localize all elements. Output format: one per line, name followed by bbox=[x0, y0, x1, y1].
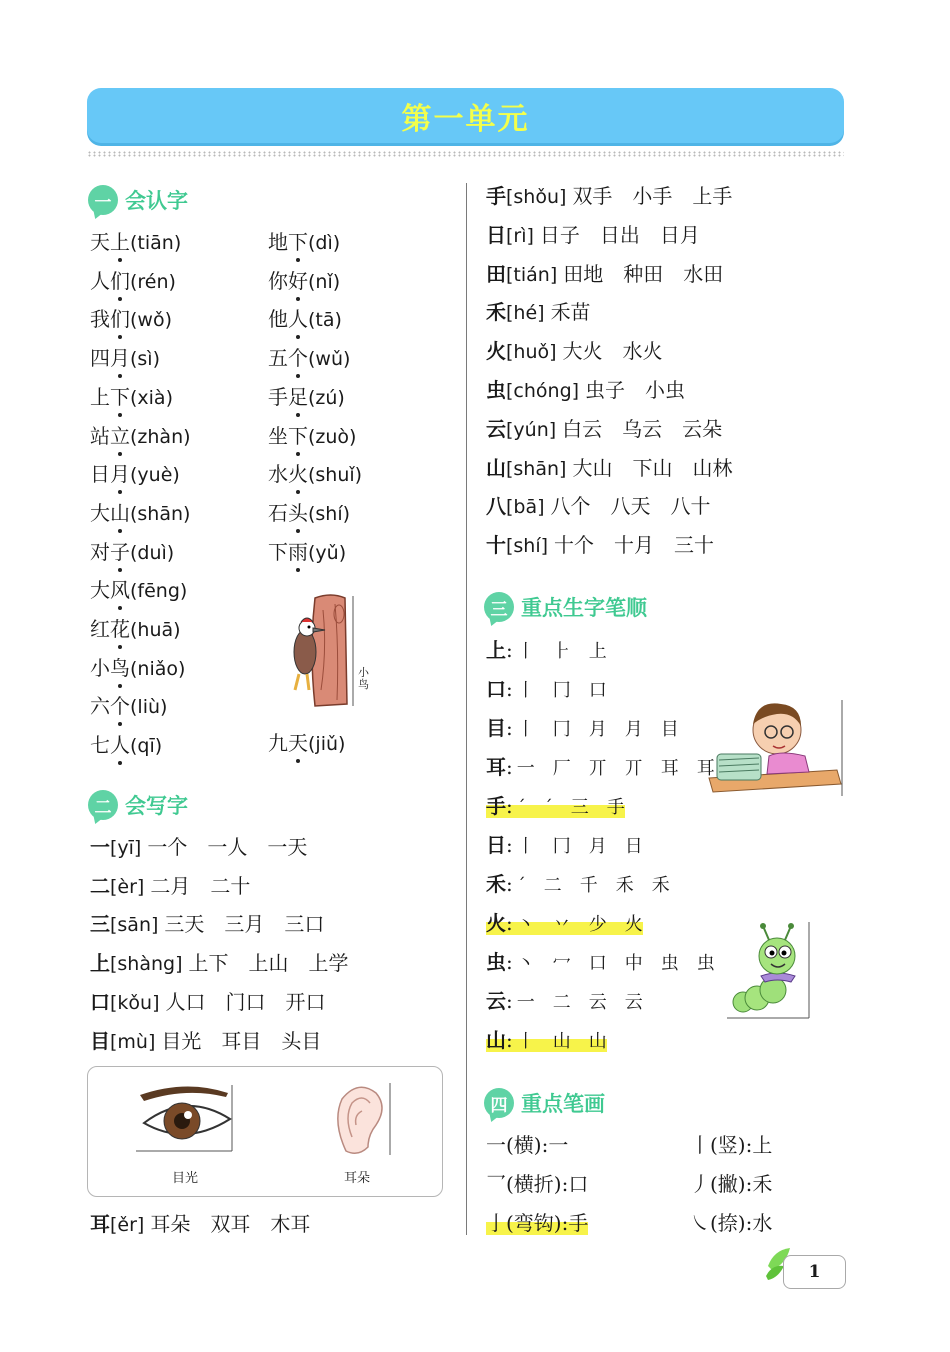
pinyin: [sān] bbox=[110, 914, 159, 937]
char: 下 bbox=[268, 539, 288, 564]
stroke-steps: 丶 丷 少 火 bbox=[516, 914, 643, 935]
char: 你 bbox=[268, 268, 288, 293]
write-entry bbox=[486, 223, 700, 248]
woodpecker-illustration bbox=[285, 590, 355, 708]
pinyin: [hé] bbox=[506, 302, 545, 325]
write-entry bbox=[486, 494, 711, 519]
char: 虫 bbox=[486, 378, 506, 402]
char: 三 bbox=[90, 912, 110, 937]
pinyin: [huǒ] bbox=[506, 341, 557, 364]
pinyin: [bā] bbox=[506, 496, 545, 519]
words: 十个 十月 三十 bbox=[554, 533, 715, 558]
key-stroke-entry bbox=[486, 1172, 588, 1196]
words: 一个 一人 一天 bbox=[147, 835, 308, 859]
pinyin: (zuò) bbox=[308, 425, 357, 448]
pinyin: [shàng] bbox=[110, 953, 183, 976]
words: 大山 下山 山林 bbox=[572, 455, 733, 480]
char-emphasized: 雨 bbox=[288, 539, 308, 564]
recognize-entry bbox=[268, 346, 350, 371]
stroke-order-entry bbox=[486, 794, 625, 820]
key-stroke-entry bbox=[690, 1211, 772, 1235]
pinyin: (rén) bbox=[130, 270, 176, 293]
char: 四 bbox=[90, 346, 110, 371]
pinyin: (dì) bbox=[308, 232, 341, 254]
char: 石 bbox=[268, 500, 288, 525]
write-entry bbox=[486, 417, 722, 442]
write-entry bbox=[90, 835, 307, 860]
pinyin: (niǎo) bbox=[130, 657, 186, 680]
stroke-steps: 丨 冂 月 日 bbox=[516, 836, 643, 857]
char: 大 bbox=[90, 578, 110, 603]
column-divider bbox=[466, 183, 467, 1235]
words: 目光 耳目 头目 bbox=[161, 1028, 322, 1053]
key-stroke-entry bbox=[690, 1133, 772, 1157]
char-emphasized: 个 bbox=[288, 346, 308, 371]
write-entry bbox=[486, 378, 685, 403]
eye-illustration bbox=[136, 1083, 236, 1153]
ear-illustration bbox=[328, 1081, 394, 1157]
char-emphasized: 风 bbox=[110, 578, 130, 603]
pinyin: [kǒu] bbox=[110, 991, 160, 1014]
pinyin: [rì] bbox=[506, 224, 534, 247]
stroke-order-entry bbox=[486, 716, 679, 742]
stroke-order-entry bbox=[486, 989, 643, 1015]
stroke-order-line: 手: ˊ ˊ 三 手 bbox=[486, 794, 625, 818]
write-entry bbox=[486, 300, 591, 325]
eye-caption: 目光 bbox=[172, 1171, 199, 1186]
char: 天 bbox=[90, 230, 110, 254]
recognize-entry bbox=[90, 540, 174, 565]
key-stroke-entry bbox=[690, 1172, 772, 1196]
words: 田地 种田 水田 bbox=[563, 261, 724, 286]
recognize-entry bbox=[268, 230, 340, 255]
char: 一 bbox=[90, 835, 110, 859]
words: 大火 水火 bbox=[562, 339, 663, 364]
recognize-entry bbox=[90, 424, 191, 449]
char: 九 bbox=[268, 731, 288, 755]
pinyin: (tiān) bbox=[130, 232, 182, 254]
recognize-entry bbox=[90, 462, 180, 487]
picture-word-box bbox=[87, 1066, 443, 1197]
words: 虫子 小虫 bbox=[585, 378, 686, 402]
stroke-order-entry bbox=[486, 872, 670, 898]
pinyin: [tián] bbox=[506, 263, 558, 286]
pinyin: (qī) bbox=[130, 735, 163, 758]
recognize-entry bbox=[268, 424, 356, 449]
recognize-entry bbox=[268, 540, 346, 565]
char: 目 bbox=[486, 716, 506, 740]
stroke-order-entry bbox=[486, 755, 715, 781]
recognize-entry bbox=[90, 307, 172, 332]
char: 人 bbox=[90, 268, 110, 293]
stroke-steps: ˊ 二 千 禾 禾 bbox=[516, 875, 670, 896]
section-title: 重点生字笔顺 bbox=[521, 596, 647, 620]
unit-title: 第一单元 bbox=[401, 101, 530, 137]
char: 大 bbox=[90, 500, 110, 525]
char: 火 bbox=[486, 911, 506, 935]
dotted-divider bbox=[87, 151, 844, 157]
recognize-entry bbox=[90, 501, 190, 526]
stroke-steps: 一 厂 丌 丌 耳 耳 bbox=[516, 758, 715, 779]
char: 云 bbox=[486, 416, 506, 441]
char: 上 bbox=[486, 638, 506, 662]
char: 五 bbox=[268, 346, 288, 371]
words: 上下 上山 上学 bbox=[188, 951, 349, 976]
char: 耳 bbox=[486, 755, 506, 779]
char: 云 bbox=[486, 989, 506, 1013]
write-entry bbox=[90, 1029, 321, 1054]
char-emphasized: 下 bbox=[288, 230, 308, 254]
key-stroke-entry bbox=[486, 1211, 588, 1235]
recognize-entry bbox=[90, 230, 181, 255]
pinyin: (sì) bbox=[130, 348, 161, 371]
pinyin: (jiǔ) bbox=[308, 733, 346, 755]
char: 手 bbox=[268, 384, 288, 409]
write-entry bbox=[90, 874, 250, 899]
caterpillar-illustration bbox=[727, 920, 813, 1020]
char: 火 bbox=[486, 339, 506, 364]
char: 手 bbox=[486, 794, 506, 818]
section-header-recognize bbox=[88, 185, 188, 215]
char-emphasized: 人 bbox=[288, 307, 308, 332]
stroke-order-entry bbox=[486, 1028, 607, 1054]
recognize-entry bbox=[268, 269, 340, 294]
stroke-steps: 一 二 云 云 bbox=[516, 992, 643, 1013]
recognize-entry bbox=[268, 731, 345, 756]
key-stroke-entry bbox=[486, 1133, 568, 1157]
char: 二 bbox=[90, 873, 110, 898]
words: 八个 八天 八十 bbox=[550, 494, 711, 519]
key-stroke-right: 丿(撇):禾 bbox=[690, 1172, 773, 1196]
char: 小 bbox=[90, 655, 110, 680]
write-entry bbox=[90, 912, 324, 937]
char: 虫 bbox=[486, 950, 506, 974]
recognize-entry bbox=[90, 269, 176, 294]
char-emphasized: 花 bbox=[110, 617, 130, 641]
stroke-order-entry bbox=[486, 833, 643, 859]
bird-caption: 小鸟 bbox=[358, 666, 369, 691]
words: 三天 三月 三口 bbox=[164, 912, 325, 937]
write-entry bbox=[486, 456, 732, 481]
words: 日子 日出 日月 bbox=[539, 222, 700, 247]
stroke-steps: 丨 冂 月 月 目 bbox=[516, 719, 679, 740]
char-emphasized: 月 bbox=[110, 346, 130, 371]
section-header-key-strokes bbox=[484, 1088, 605, 1118]
stroke-order-line: 上: 丨 ⺊ 上 bbox=[486, 638, 607, 662]
pinyin: [yún] bbox=[506, 418, 557, 441]
char-emphasized: 们 bbox=[110, 268, 130, 293]
char-emphasized: 下 bbox=[110, 384, 130, 409]
pinyin: (duì) bbox=[130, 541, 175, 564]
pinyin: (huā) bbox=[130, 619, 181, 641]
char-emphasized: 天 bbox=[288, 731, 308, 755]
recognize-entry bbox=[268, 462, 362, 487]
write-entry bbox=[90, 990, 326, 1015]
pinyin: [shǒu] bbox=[506, 186, 567, 208]
char-emphasized: 人 bbox=[110, 733, 130, 758]
pinyin: (liù) bbox=[130, 696, 168, 719]
write-entry bbox=[90, 951, 349, 976]
pinyin: (tā) bbox=[308, 309, 342, 332]
recognize-entry bbox=[268, 501, 350, 526]
write-entry bbox=[486, 533, 714, 558]
words: 白云 乌云 云朵 bbox=[562, 416, 723, 441]
stroke-order-line: 禾: ˊ 二 千 禾 禾 bbox=[486, 872, 670, 896]
char-emphasized: 好 bbox=[288, 268, 308, 293]
pinyin: (yuè) bbox=[130, 464, 180, 487]
char: 上 bbox=[90, 951, 110, 976]
recognize-entry bbox=[90, 385, 173, 410]
char: 口 bbox=[486, 677, 506, 701]
char-emphasized: 立 bbox=[110, 423, 130, 448]
char-emphasized: 月 bbox=[110, 462, 130, 487]
char-emphasized: 鸟 bbox=[110, 655, 130, 680]
recognize-entry bbox=[268, 385, 345, 410]
stroke-order-entry bbox=[486, 911, 643, 937]
stroke-order-line: 火: 丶 丷 少 火 bbox=[486, 911, 643, 935]
pinyin: (wǒ) bbox=[130, 309, 172, 332]
pinyin: (wǔ) bbox=[308, 348, 351, 371]
words: 双手 小手 上手 bbox=[572, 184, 733, 208]
stroke-steps: 丨 山 山 bbox=[516, 1031, 607, 1052]
stroke-order-line: 云: 一 二 云 云 bbox=[486, 989, 643, 1013]
write-entry bbox=[486, 262, 723, 287]
pinyin: [yī] bbox=[110, 837, 142, 859]
key-stroke-left: 乛(横折):口 bbox=[486, 1172, 589, 1196]
char: 日 bbox=[486, 222, 506, 247]
recognize-entry bbox=[90, 733, 162, 758]
recognize-entry bbox=[90, 656, 185, 681]
char: 山 bbox=[486, 1028, 506, 1052]
stroke-order-entry bbox=[486, 638, 607, 664]
pinyin: [mù] bbox=[110, 1030, 156, 1053]
stroke-order-line: 虫: 丶 冖 口 中 虫 虫 bbox=[486, 950, 715, 974]
recognize-entry bbox=[90, 346, 160, 371]
char: 站 bbox=[90, 423, 110, 448]
page-number: 1 bbox=[783, 1255, 846, 1289]
char: 他 bbox=[268, 307, 288, 332]
char-emphasized: 上 bbox=[110, 230, 130, 254]
recognize-entry bbox=[268, 307, 342, 332]
words: 人口 门口 开口 bbox=[165, 989, 326, 1014]
section-title: 会写字 bbox=[125, 794, 188, 818]
char: 十 bbox=[486, 533, 506, 558]
section-title: 会认字 bbox=[125, 189, 188, 213]
char: 日 bbox=[486, 833, 506, 857]
section-number-badge: 一 bbox=[88, 185, 118, 215]
words: 耳朵 双耳 木耳 bbox=[150, 1212, 311, 1236]
pinyin: (nǐ) bbox=[308, 270, 341, 293]
pinyin: (fēng) bbox=[130, 580, 188, 603]
char: 上 bbox=[90, 384, 110, 409]
section-number-badge: 四 bbox=[484, 1088, 514, 1118]
char-emphasized: 山 bbox=[110, 500, 130, 525]
key-stroke-left: 亅(弯钩):手 bbox=[486, 1211, 589, 1235]
recognize-entry bbox=[90, 694, 167, 719]
char: 我 bbox=[90, 307, 110, 332]
char: 山 bbox=[486, 455, 506, 480]
char: 坐 bbox=[268, 423, 288, 448]
pinyin: [shí] bbox=[506, 535, 549, 558]
write-entry bbox=[486, 184, 732, 209]
stroke-order-line: 口: 丨 冂 口 bbox=[486, 677, 607, 701]
stroke-steps: 丨 ⺊ 上 bbox=[516, 641, 607, 662]
char: 八 bbox=[486, 494, 506, 519]
char: 日 bbox=[90, 462, 110, 487]
pinyin: (zhàn) bbox=[130, 425, 191, 448]
pinyin: [chóng] bbox=[506, 380, 580, 402]
pinyin: (xià) bbox=[130, 386, 173, 409]
section-number-badge: 三 bbox=[484, 592, 514, 622]
pinyin: (shí) bbox=[308, 502, 351, 525]
key-stroke-left: 一(横):一 bbox=[486, 1133, 569, 1157]
stroke-order-line: 耳: 一 厂 丌 丌 耳 耳 bbox=[486, 755, 715, 779]
stroke-order-line: 日: 丨 冂 月 日 bbox=[486, 833, 643, 857]
char-emphasized: 头 bbox=[288, 500, 308, 525]
words: 二月 二十 bbox=[150, 873, 251, 898]
recognize-entry bbox=[90, 617, 181, 642]
char: 口 bbox=[90, 989, 110, 1014]
pinyin: [shān] bbox=[506, 457, 567, 480]
char: 地 bbox=[268, 230, 288, 254]
char: 田 bbox=[486, 261, 506, 286]
stroke-order-line: 目: 丨 冂 月 月 目 bbox=[486, 716, 679, 740]
pinyin: (yǔ) bbox=[308, 541, 347, 564]
section-title: 重点笔画 bbox=[521, 1092, 605, 1116]
char-emphasized: 足 bbox=[288, 384, 308, 409]
pinyin: (shuǐ) bbox=[308, 464, 363, 487]
char-emphasized: 火 bbox=[288, 462, 308, 487]
stroke-order-line: 山: 丨 山 山 bbox=[486, 1028, 607, 1052]
char: 目 bbox=[90, 1028, 110, 1053]
ear-caption: 耳朵 bbox=[344, 1171, 371, 1186]
char: 七 bbox=[90, 733, 110, 758]
stroke-steps: 丨 冂 口 bbox=[516, 680, 607, 701]
char: 六 bbox=[90, 694, 110, 719]
key-stroke-right: 丨(竖):上 bbox=[690, 1133, 773, 1157]
char: 手 bbox=[486, 184, 506, 208]
char: 禾 bbox=[486, 300, 506, 325]
boy-reading-illustration bbox=[697, 700, 845, 798]
stroke-order-entry bbox=[486, 950, 715, 976]
recognize-entry bbox=[90, 578, 187, 603]
char: 对 bbox=[90, 539, 110, 564]
char: 红 bbox=[90, 617, 110, 641]
stroke-steps: 丶 冖 口 中 虫 虫 bbox=[516, 953, 715, 974]
pinyin: [èr] bbox=[110, 875, 145, 898]
pinyin: (shān) bbox=[130, 502, 191, 525]
char: 耳 bbox=[90, 1212, 110, 1236]
words: 禾苗 bbox=[550, 300, 591, 325]
stroke-steps: ˊ ˊ 三 手 bbox=[516, 797, 625, 818]
char-emphasized: 子 bbox=[110, 539, 130, 564]
section-header-stroke-order bbox=[484, 592, 647, 622]
unit-title-banner bbox=[87, 88, 844, 143]
key-stroke-right: ㇏(捺):水 bbox=[690, 1211, 773, 1235]
section-header-write bbox=[88, 790, 188, 820]
write-entry-last bbox=[90, 1212, 310, 1237]
section-number-badge: 二 bbox=[88, 790, 118, 820]
char: 禾 bbox=[486, 872, 506, 896]
pinyin: [ěr] bbox=[110, 1214, 145, 1236]
write-entry bbox=[486, 339, 663, 364]
pinyin: (zú) bbox=[308, 386, 345, 409]
char: 水 bbox=[268, 462, 288, 487]
char-emphasized: 们 bbox=[110, 307, 130, 332]
char-emphasized: 下 bbox=[288, 423, 308, 448]
char-emphasized: 个 bbox=[110, 694, 130, 719]
stroke-order-entry bbox=[486, 677, 607, 703]
